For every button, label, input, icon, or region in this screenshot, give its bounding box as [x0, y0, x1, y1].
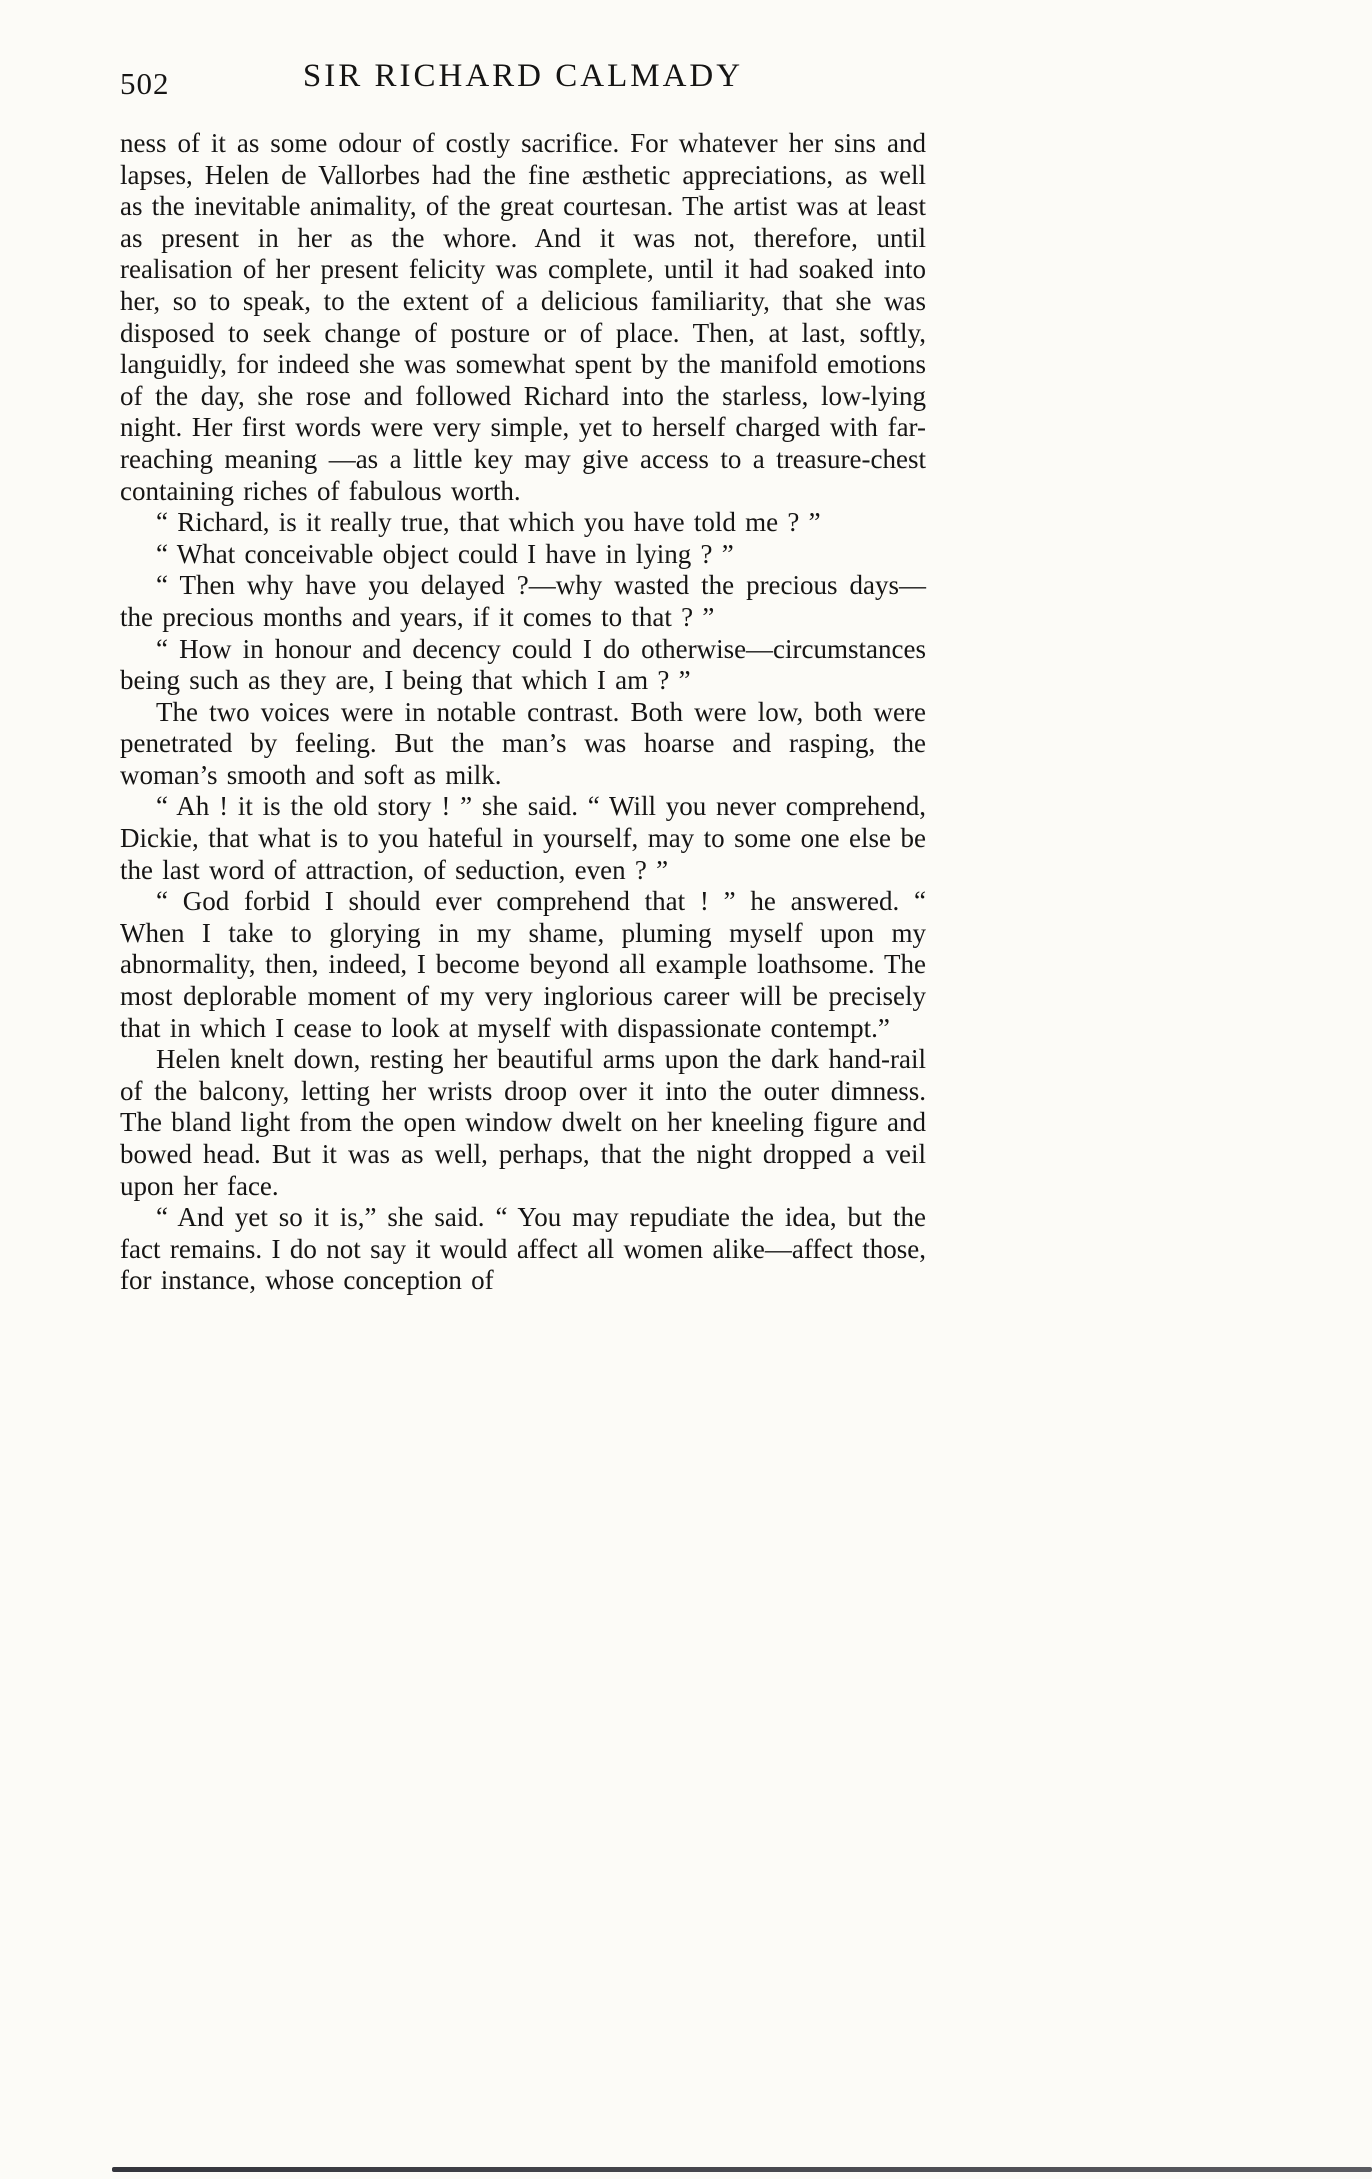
page-number: 502 — [120, 66, 170, 101]
paragraph: “ Then why have you delayed ?—why wasted the precious days—the precious months and years, if it comes to that ? ” — [120, 570, 926, 632]
text-block — [120, 128, 926, 1297]
paragraph: “ How in honour and decency could I do otherwise—circumstances being such as they are, I being that which I am ? ” — [120, 633, 926, 696]
paragraph: The two voices were in notable contrast. Both were low, both were penetrated by feeling. But the man’s was hoarse and rasping, the woman’s smooth and soft as milk. — [120, 696, 926, 790]
running-title: SIR RICHARD CALMADY — [302, 58, 744, 94]
paragraph: Helen knelt down, resting her beautiful arms upon the dark hand-rail of the balcony, letting her wrists droop over it into the outer dimness. The bland light from the open window dwelt on her kneeling figure and bowed head. But it was as well, perhaps, that the night dropped a veil upon her face. — [120, 1044, 926, 1201]
paragraph: “ Richard, is it really true, that which you have told me ? ” — [156, 507, 821, 538]
paragraph: “ What conceivable object could I have in lying ? ” — [156, 538, 734, 569]
paragraph: “ And yet so it is,” she said. “ You may repudiate the idea, but the fact remains. I do not say it would affect all women alike—affect those, for instance, whose conception of — [120, 1202, 926, 1296]
scan-edge — [112, 2167, 1372, 2172]
page-header — [120, 58, 926, 102]
paragraph: “ God forbid I should ever comprehend that ! ” he answered. “ When I take to glorying in my shame, pluming myself upon my abnormality, then, indeed, I become beyond all example loathsome. The most deplorable moment of my very inglorious career will be precisely that in which I cease to look at myself with dispassionate contempt.” — [120, 886, 926, 1043]
paragraph: “ Ah ! it is the old story ! ” she said. “ Will you never comprehend, Dickie, that what is to you hateful in yourself, may to some one else be the last word of attraction, of seduction, even ? ” — [120, 791, 926, 885]
paragraph: ness of it as some odour of costly sacrifice. For whatever her sins and lapses, Helen de Vallorbes had the fine æsthetic appreciations, as well as the inevitable animality, of the great courtesan. The artist was at least as present in her as the whore. And it was not, therefore, until realisation of her present felicity was complete, until it had soaked into her, so to speak, to the extent of a delicious familiarity, that she was disposed to seek change of posture or of place. Then, at last, softly, languidly, for indeed she was somewhat spent by the manifold emotions of the day, she rose and followed Richard into the starless, low-lying night. Her first words were very simple, yet to herself charged with far-reaching meaning —as a little key may give access to a treasure-chest containing riches of fabulous worth. — [120, 128, 926, 506]
